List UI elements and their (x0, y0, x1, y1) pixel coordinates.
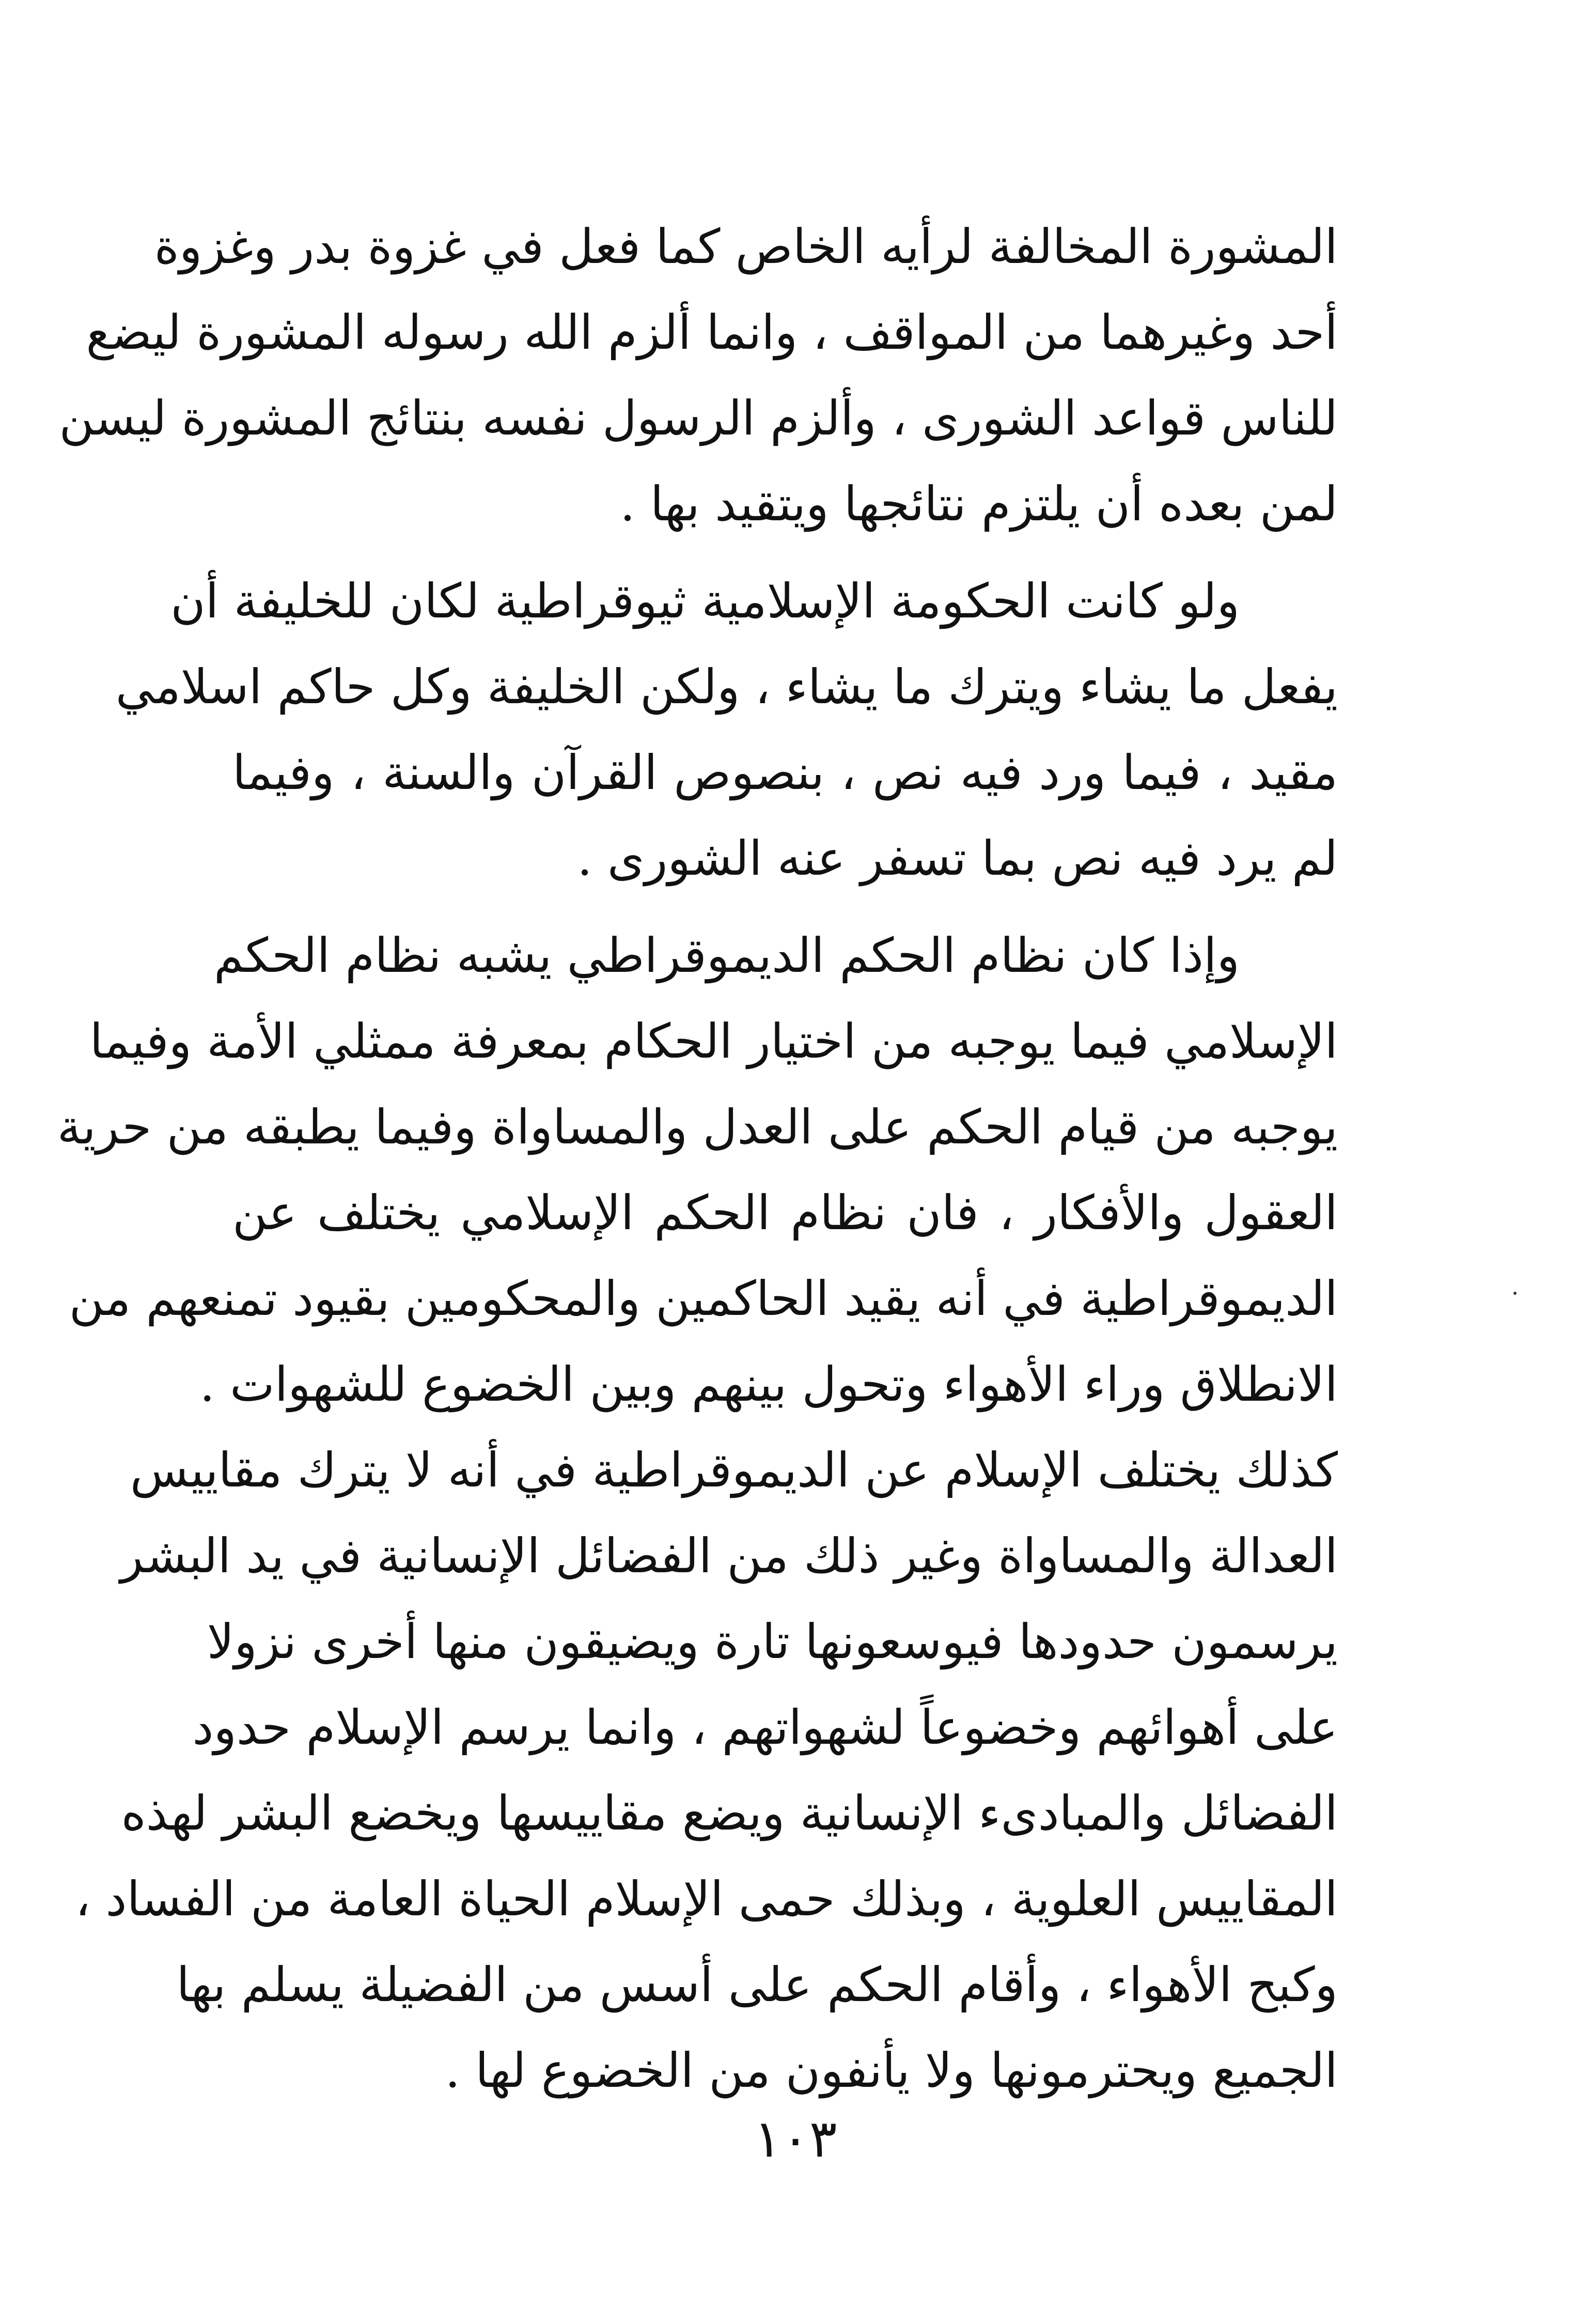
text-line: الفضائل والمبادىء الإنسانية ويضع مقاييسها ويخضع البشر لهذه (121, 1786, 1338, 1841)
text-line: يرسمون حدودها فيوسعونها تارة ويضيقون منها أخرى نزولا (207, 1614, 1338, 1669)
text-line: كذلك يختلف الإسلام عن الديموقراطية في أنه لا يترك مقاييس (130, 1443, 1338, 1498)
text-line: ولو كانت الحكومة الإسلامية ثيوقراطية لكان للخليفة أن (170, 574, 1240, 629)
text-line: يفعل ما يشاء ويترك ما يشاء ، ولكن الخليفة وكل حاكم اسلامي (115, 659, 1338, 715)
text-line: الإسلامي فيما يوجبه من اختيار الحكام بمعرفة ممثلي الأمة وفيما (89, 1014, 1338, 1069)
text-line: مقيد ، فيما ورد فيه نص ، بنصوص القرآن والسنة ، وفيما (232, 745, 1338, 800)
text-line: العقول والأفكار ، فان نظام الحكم الإسلامي يختلف عن (232, 1185, 1338, 1241)
text-line: للناس قواعد الشورى ، وألزم الرسول نفسه بنتائج المشورة ليسن (59, 391, 1338, 446)
scan-speck (1513, 1292, 1517, 1295)
text-line: أحد وغيرهما من المواقف ، وانما ألزم الله رسوله المشورة ليضع (86, 305, 1338, 360)
text-line: المقاييس العلوية ، وبذلك حمى الإسلام الحياة العامة من الفساد ، (75, 1871, 1338, 1927)
body-text (57, 204, 1338, 2114)
text-line: المشورة المخالفة لرأيه الخاص كما فعل في غزوة بدر وغزوة (154, 219, 1338, 274)
text-line: الديموقراطية في أنه يقيد الحاكمين والمحكومين بقيود تمنعهم من (69, 1271, 1338, 1326)
text-line: الجميع ويحترمونها ولا يأنفون من الخضوع لها . (445, 2043, 1338, 2098)
text-line: العدالة والمساواة وغير ذلك من الفضائل الإنسانية في يد البشر (120, 1528, 1338, 1584)
page-number: ١٠٣ (754, 2109, 837, 2169)
text-line: وإذا كان نظام الحكم الديموقراطي يشبه نظام الحكم (214, 928, 1240, 983)
text-line: لمن بعده أن يلتزم نتائجها ويتقيد بها . (620, 476, 1338, 532)
text-line: على أهوائهم وخضوعاً لشهواتهم ، وانما يرسم الإسلام حدود (192, 1700, 1338, 1755)
text-line: الانطلاق وراء الأهواء وتحول بينهم وبين الخضوع للشهوات . (199, 1357, 1338, 1412)
text-line: لم يرد فيه نص بما تسفر عنه الشورى . (577, 831, 1338, 886)
paragraph-gap (232, 902, 1338, 913)
paragraph-gap (232, 547, 1338, 559)
text-line: وكبح الأهواء ، وأقام الحكم على أسس من الفضيلة يسلم بها (176, 1957, 1338, 2012)
text-line: يوجبه من قيام الحكم على العدل والمساواة وفيما يطبقه من حرية (57, 1099, 1338, 1155)
